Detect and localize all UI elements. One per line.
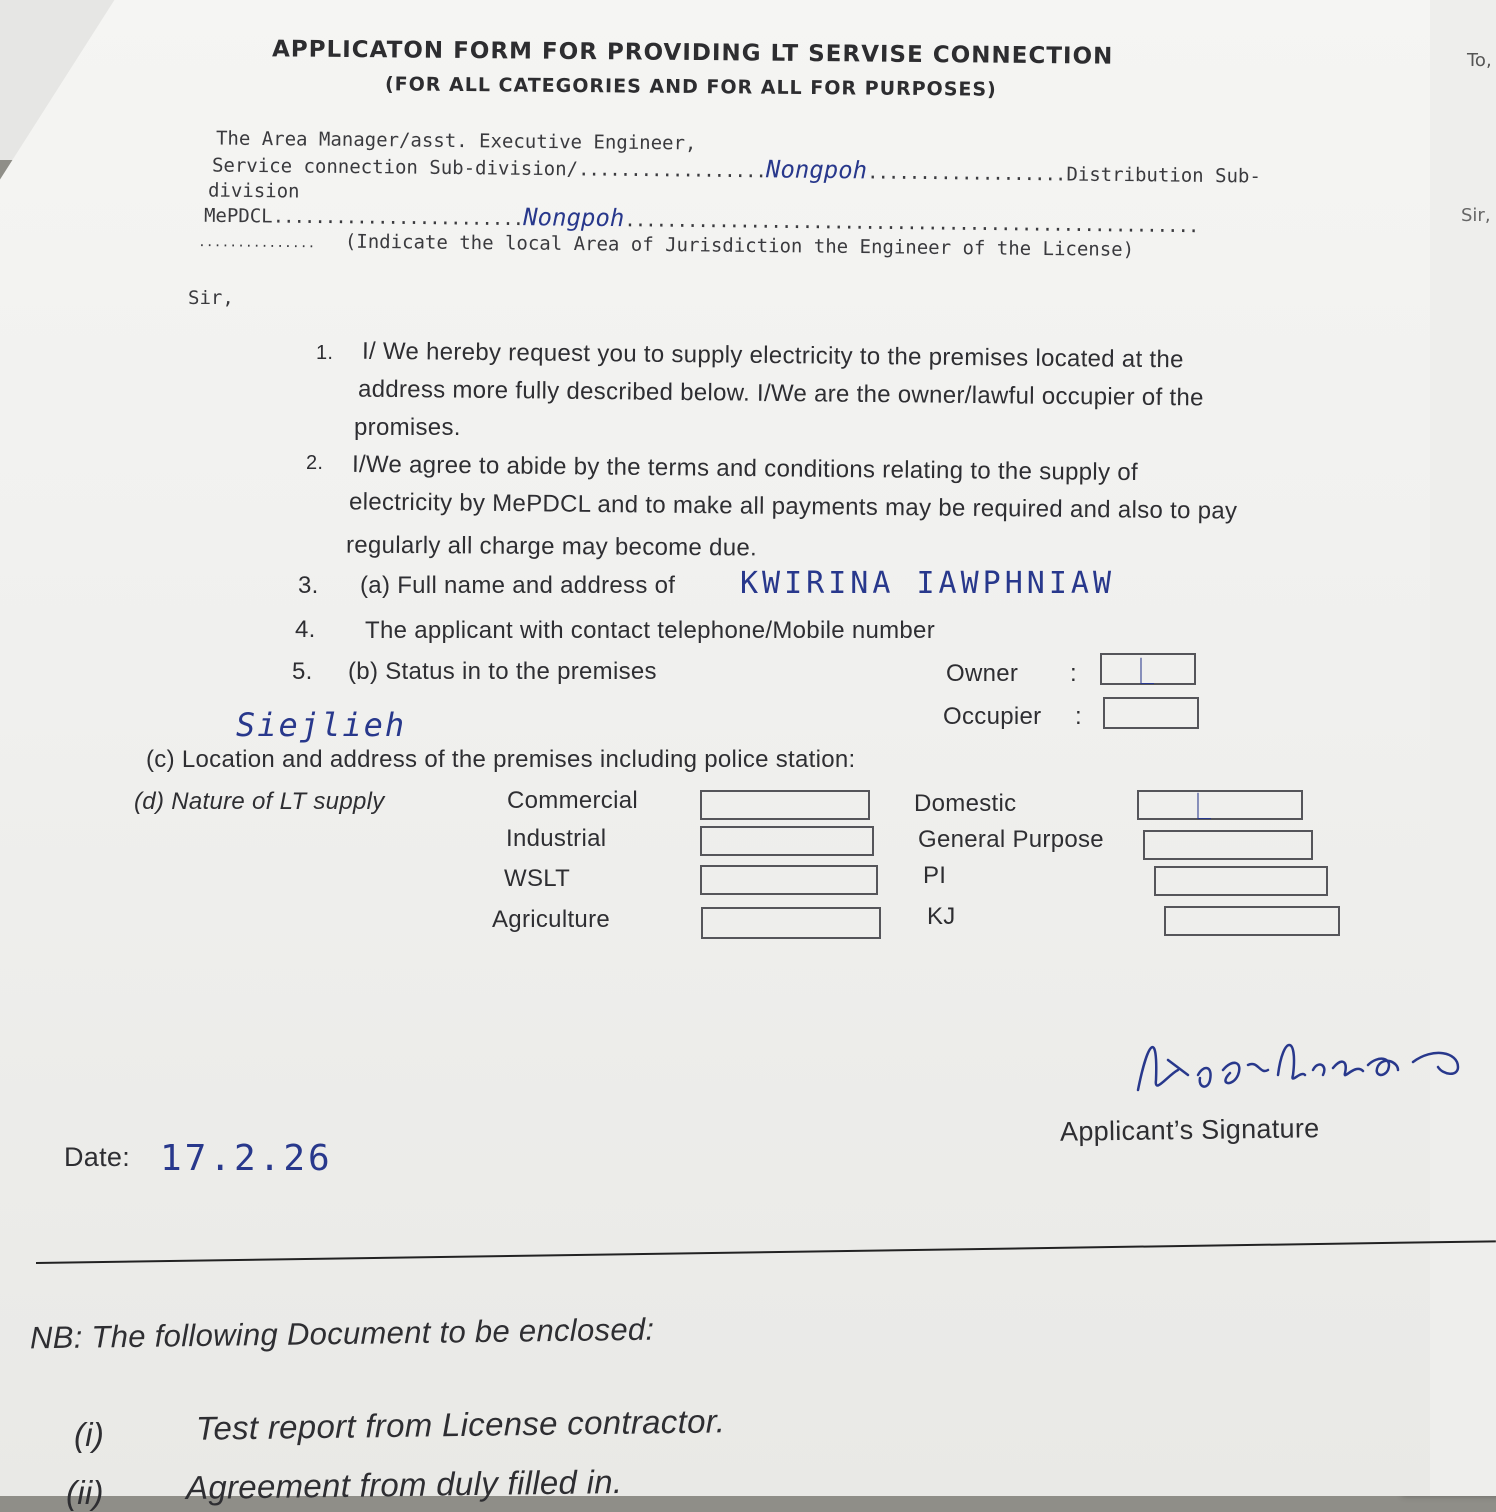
owner-colon: :: [1070, 660, 1077, 687]
nb-title: NB: The following Document to be enclosed:: [29, 1311, 655, 1356]
supply-label: (d) Nature of LT supply: [134, 788, 385, 815]
supply-option-wslt: WSLT: [504, 865, 571, 892]
salutation: Sir,: [188, 287, 234, 309]
supply-option-industrial: Industrial: [506, 825, 607, 852]
item-3-label: (a) Full name and address of: [360, 572, 676, 599]
wslt-checkbox[interactable]: [700, 865, 878, 895]
agriculture-checkbox[interactable]: [701, 907, 881, 939]
location-fill: Siejlieh: [236, 706, 407, 744]
domestic-tick-mark: ⎿: [1185, 793, 1212, 823]
occupier-colon: :: [1075, 703, 1082, 730]
item-1-line-3: promises.: [354, 414, 461, 441]
address-line-1: The Area Manager/asst. Executive Engineer,: [215, 127, 697, 155]
form-title: APPLICATON FORM FOR PROVIDING LT SERVISE CONNECTION: [271, 36, 1114, 70]
pi-checkbox[interactable]: [1154, 866, 1328, 896]
item-2-line-1: I/We agree to abide by the terms and conditions relating to the supply of: [351, 450, 1139, 487]
owner-label: Owner: [946, 660, 1019, 687]
address-line-3: division: [207, 179, 300, 203]
address-line-4-prefix: MePDCL: [203, 204, 273, 228]
location-label: (c) Location and address of the premises including police station:: [146, 746, 856, 773]
item-3-number: 3.: [298, 572, 319, 599]
kj-checkbox[interactable]: [1164, 906, 1340, 936]
address-line-2-prefix: Service connection Sub-division/: [211, 154, 579, 181]
enclosure-1-number: (i): [74, 1416, 105, 1453]
subdivision-fill: Nongpoh: [765, 155, 868, 185]
supply-option-kj: KJ: [927, 903, 956, 930]
mepdcl-fill: Nongpoh: [523, 203, 625, 233]
applicant-name-fill: KWIRINA IAWPHNIAW: [740, 566, 1116, 601]
enclosure-1-text: Test report from License contractor.: [195, 1402, 726, 1447]
item-2-line-3: regularly all charge may become due.: [345, 531, 758, 562]
item-4-label: The applicant with contact telephone/Mobile number: [365, 617, 935, 644]
occupier-checkbox[interactable]: [1103, 697, 1199, 729]
address-line-2-suffix: .Distribution Sub-: [1054, 163, 1261, 188]
item-5-number: 5.: [292, 658, 313, 685]
form-subtitle: (FOR ALL CATEGORIES AND FOR ALL FOR PURPOSES): [384, 73, 997, 101]
item-1-line-1: I/ We hereby request you to supply electricity to the premises located at the: [361, 337, 1184, 374]
signature-label: Applicant’s Signature: [1059, 1113, 1320, 1147]
supply-option-commercial: Commercial: [507, 787, 639, 814]
enclosure-2-text: Agreement from duly filled in.: [185, 1462, 623, 1507]
item-2-line-2: electricity by MePDCL and to make all payments may be required and also to pay: [348, 488, 1238, 525]
item-4-number: 4.: [295, 616, 316, 643]
jurisdiction-note: (Indicate the local Area of Jurisdiction the Engineer of the License): [344, 230, 1135, 261]
item-5-label: (b) Status in to the premises: [348, 658, 657, 685]
commercial-checkbox[interactable]: [700, 790, 870, 820]
item-1-number: 1.: [316, 342, 334, 364]
industrial-checkbox[interactable]: [700, 826, 874, 856]
supply-option-general-purpose: General Purpose: [918, 826, 1104, 853]
address-dots: ...............: [197, 235, 316, 252]
domestic-checkbox[interactable]: [1137, 790, 1303, 820]
occupier-label: Occupier: [943, 703, 1042, 730]
item-2-number: 2.: [306, 452, 324, 474]
address-line-4: MePDCL........................Nongpoh.......................................................: [203, 203, 1199, 238]
right-sheet-sir: Sir,: [1461, 205, 1491, 226]
date-label: Date:: [64, 1142, 131, 1172]
owner-tick-mark: ⎿: [1128, 658, 1155, 688]
date-fill: 17.2.26: [160, 1138, 333, 1179]
right-sheet-to: To,: [1467, 50, 1492, 71]
enclosure-2-number: (ii): [66, 1474, 104, 1511]
supply-option-pi: PI: [923, 862, 947, 889]
address-line-2: Service connection Sub-division/..................Nongpoh...................Distribution Sub-: [211, 154, 1261, 188]
item-1-line-2: address more fully described below. I/We are the owner/lawful occupier of the: [357, 375, 1204, 412]
applicant-signature-scribble: [1128, 1020, 1488, 1100]
supply-option-agriculture: Agriculture: [492, 906, 611, 933]
general-purpose-checkbox[interactable]: [1143, 830, 1313, 860]
supply-option-domestic: Domestic: [914, 790, 1017, 817]
